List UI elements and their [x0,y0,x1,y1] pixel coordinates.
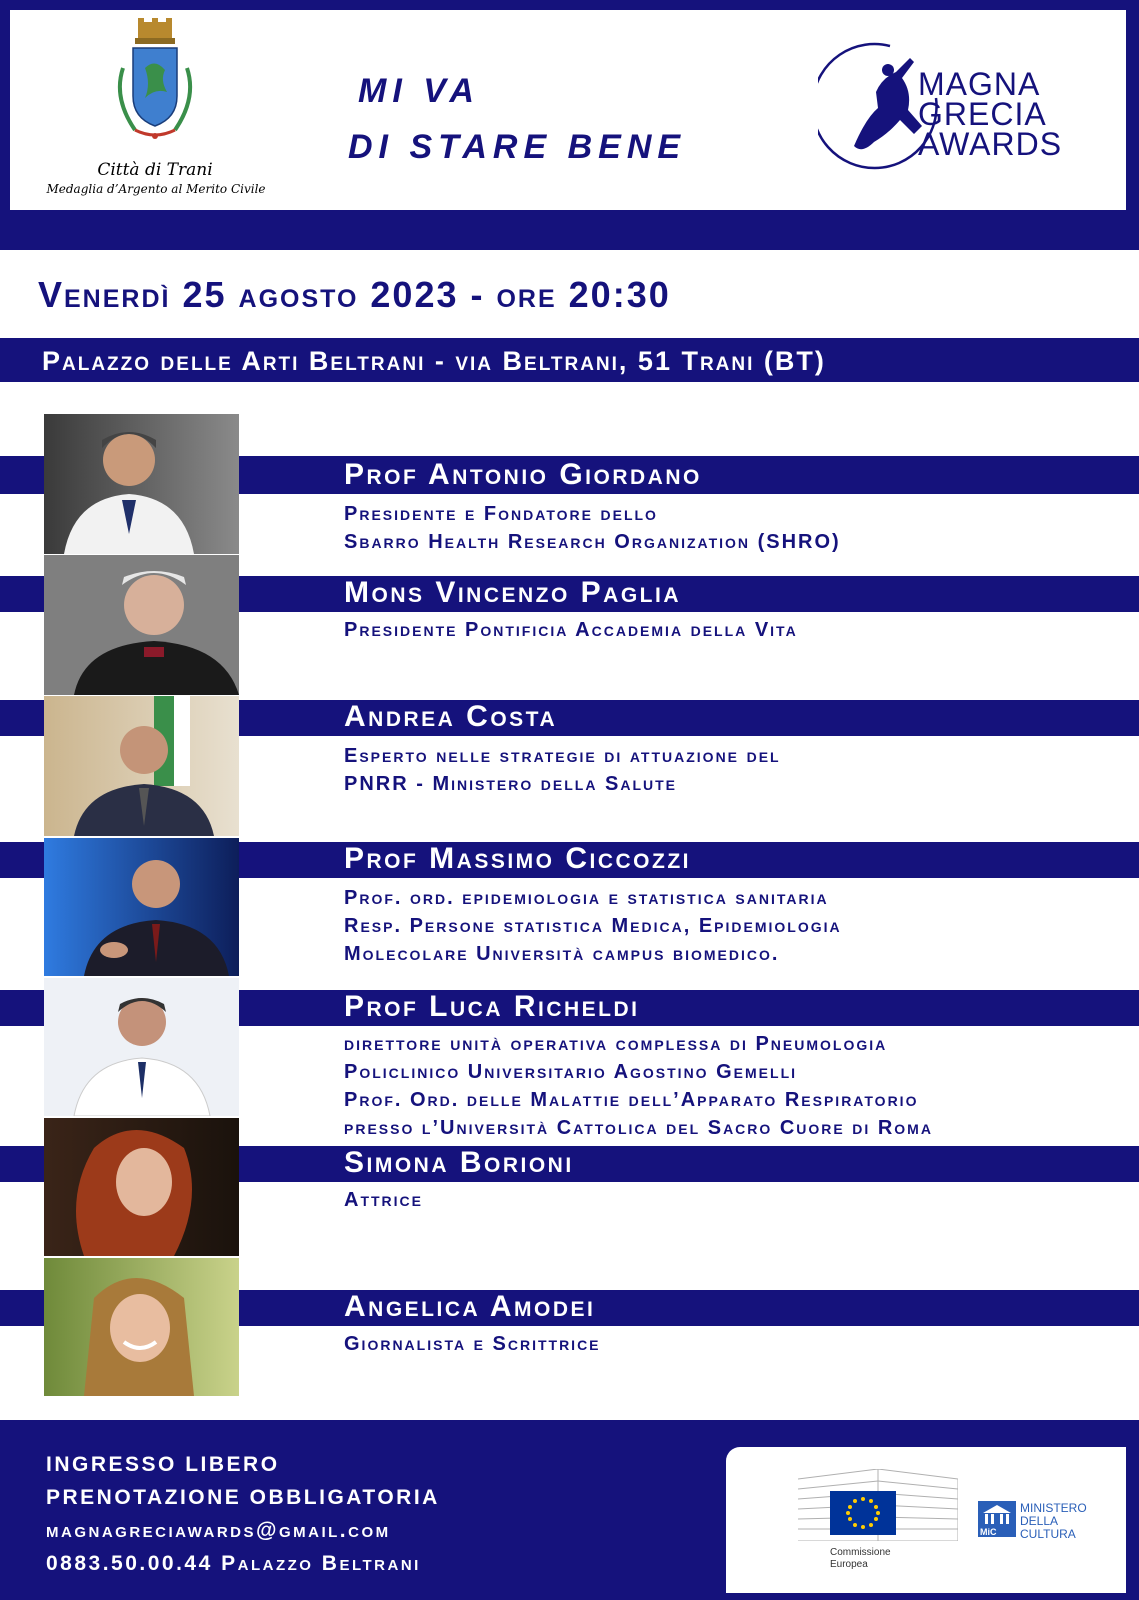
event-title-line1: MI VA [358,72,480,110]
city-name: Città di Trani [97,160,213,180]
contact-email[interactable]: magnagreciawards@gmail.com [46,1519,391,1542]
speaker-role: Sbarro Health Research Organization (SHRO) [344,531,841,553]
speaker-name: Simona Borioni [344,1146,574,1179]
header [10,10,1126,210]
eu-commission-logo-icon [798,1469,958,1541]
free-entry: INGRESSO LIBERO [46,1453,280,1476]
eu-label-line1: Commissione [830,1547,891,1558]
speaker-role: Presidente Pontificia Accademia della Vita [344,619,798,641]
speaker-name: Prof Antonio Giordano [344,458,702,491]
mic-abbrev: MiC [980,1527,997,1537]
sponsor-box [726,1447,1126,1593]
speaker-role: direttore unità operativa complessa di Pneumologia [344,1033,888,1055]
speaker-role: Prof. Ord. delle Malattie dell’Apparato Respiratorio [344,1089,919,1111]
speaker-name: Prof Massimo Ciccozzi [344,842,691,875]
speaker-role: PNRR - Ministero della Salute [344,773,677,795]
awards-name-line2: GRECIA [918,96,1047,132]
speaker-role: Giornalista e Scrittrice [344,1333,601,1355]
mic-label-line3: CULTURA [1020,1527,1076,1541]
city-subtitle: Medaglia d’Argento al Merito Civile [46,182,266,196]
speaker-role: Prof. ord. epidemiologia e statistica sanitaria [344,887,829,909]
speaker-role: Policlinico Universitario Agostino Gemelli [344,1061,798,1083]
speaker-role: Attrice [344,1189,423,1211]
booking-required: PRENOTAZIONE OBBLIGATORIA [46,1486,440,1509]
speaker-name: Prof Luca Richeldi [344,990,640,1023]
mic-label-line2: DELLA [1020,1514,1059,1528]
speaker-role: Molecolare Università campus biomedico. [344,943,780,965]
awards-name-line3: AWARDS [918,126,1063,162]
speaker-name: Mons Vincenzo Paglia [344,576,682,609]
coat-of-arms-icon [105,18,205,148]
event-date: Venerdì 25 agosto 2023 - ore 20:30 [38,274,671,315]
speaker-name: Angelica Amodei [344,1290,596,1323]
awards-name-line1: MAGNA [918,66,1041,102]
speaker-role: Presidente e Fondatore dello [344,503,658,525]
speaker-photo [44,1258,239,1396]
speaker-role: Esperto nelle strategie di attuazione del [344,745,781,767]
contact-phone[interactable]: 0883.50.00.44 Palazzo Beltrani [46,1552,421,1575]
event-title-line2: DI STARE BENE [348,128,687,166]
speaker-photo [44,978,239,1116]
speaker-photo [44,696,239,836]
speaker-photo [44,555,239,695]
mic-label-line1: MINISTERO [1020,1501,1087,1515]
speaker-photo [44,414,239,554]
eu-label-line2: Europea [830,1559,868,1570]
speaker-name: Andrea Costa [344,700,558,733]
mic-building-icon [978,1501,1016,1527]
mic-logo [978,1501,1016,1537]
speaker-role: Resp. Persone statistica Medica, Epidemiologia [344,915,842,937]
speaker-photo [44,838,239,976]
footer-info [46,1448,440,1580]
speaker-photo [44,1118,239,1256]
event-venue: Palazzo delle Arti Beltrani - via Beltrani, 51 Trani (BT) [42,346,826,376]
speaker-role: presso l’Università Cattolica del Sacro Cuore di Roma [344,1117,933,1139]
